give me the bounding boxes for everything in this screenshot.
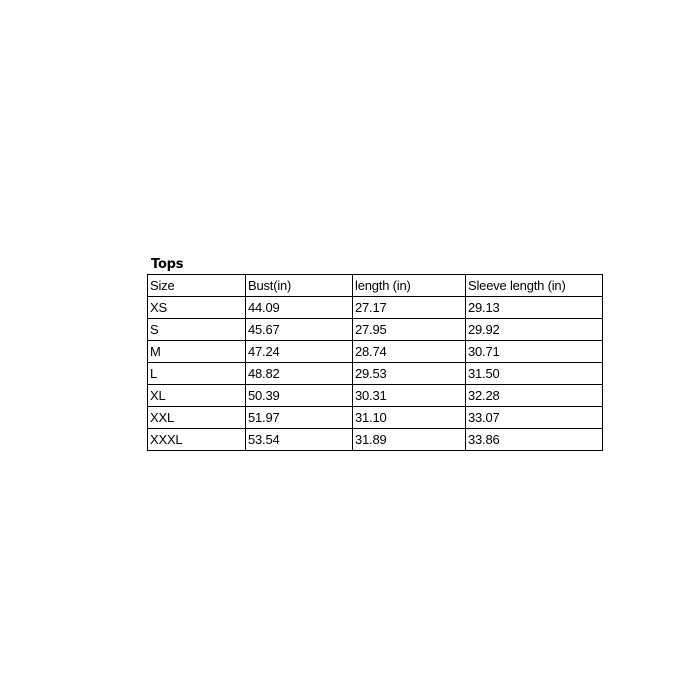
- cell-sleeve-length: 33.07: [466, 407, 603, 429]
- table-row: [148, 407, 603, 429]
- cell-bust: 53.54: [246, 429, 353, 451]
- table-row: [148, 363, 603, 385]
- table-row: [148, 341, 603, 363]
- cell-sleeve-length: 30.71: [466, 341, 603, 363]
- cell-size: S: [148, 319, 246, 341]
- table-row: [148, 319, 603, 341]
- table-row: [148, 385, 603, 407]
- cell-bust: 47.24: [246, 341, 353, 363]
- table-row: [148, 429, 603, 451]
- cell-size: M: [148, 341, 246, 363]
- cell-sleeve-length: 33.86: [466, 429, 603, 451]
- cell-bust: 44.09: [246, 297, 353, 319]
- cell-length: 31.10: [353, 407, 466, 429]
- cell-sleeve-length: 31.50: [466, 363, 603, 385]
- header-sleeve-length: Sleeve length (in): [466, 275, 603, 297]
- cell-length: 31.89: [353, 429, 466, 451]
- cell-size: L: [148, 363, 246, 385]
- header-bust: Bust(in): [246, 275, 353, 297]
- cell-length: 29.53: [353, 363, 466, 385]
- cell-length: 27.17: [353, 297, 466, 319]
- table-header-row: [148, 275, 603, 297]
- header-length: length (in): [353, 275, 466, 297]
- cell-length: 30.31: [353, 385, 466, 407]
- cell-length: 28.74: [353, 341, 466, 363]
- cell-bust: 51.97: [246, 407, 353, 429]
- cell-size: XXXL: [148, 429, 246, 451]
- cell-sleeve-length: 32.28: [466, 385, 603, 407]
- cell-size: XL: [148, 385, 246, 407]
- header-size: Size: [148, 275, 246, 297]
- cell-bust: 45.67: [246, 319, 353, 341]
- cell-bust: 50.39: [246, 385, 353, 407]
- cell-bust: 48.82: [246, 363, 353, 385]
- cell-sleeve-length: 29.13: [466, 297, 603, 319]
- table-title: Tops: [151, 257, 184, 272]
- cell-length: 27.95: [353, 319, 466, 341]
- cell-sleeve-length: 29.92: [466, 319, 603, 341]
- cell-size: XXL: [148, 407, 246, 429]
- size-chart-table: [147, 274, 603, 451]
- cell-size: XS: [148, 297, 246, 319]
- table-row: [148, 297, 603, 319]
